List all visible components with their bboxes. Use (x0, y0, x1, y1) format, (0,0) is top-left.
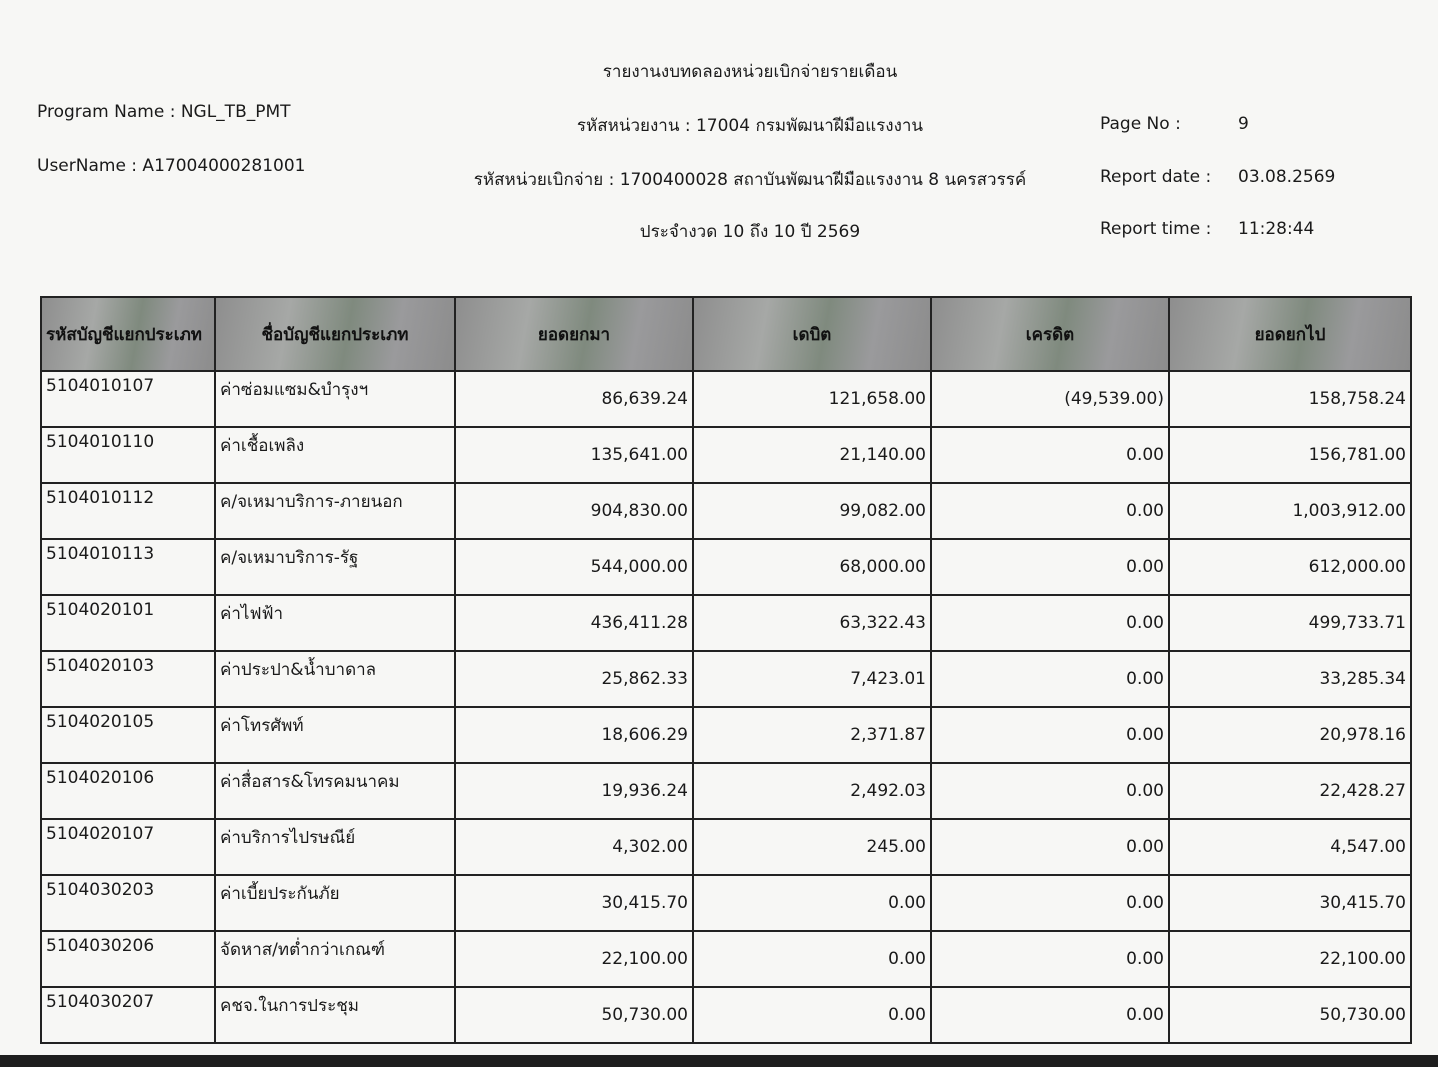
page-no-label: Page No : (1100, 114, 1181, 134)
page-no-value: 9 (1238, 114, 1249, 134)
report-time-label: Report time : (1100, 219, 1212, 239)
account-name: ค่าไฟฟ้า (215, 595, 455, 651)
account-name: ค/จเหมาบริการ-ภายนอก (215, 483, 455, 539)
opening-balance: 50,730.00 (455, 987, 693, 1043)
opening-balance: 135,641.00 (455, 427, 693, 483)
col-header-account-code: รหัสบัญชีแยกประเภท (41, 297, 215, 371)
table-row (41, 427, 1411, 483)
credit: 0.00 (931, 707, 1169, 763)
account-name: ค่าประปา&น้ำบาดาล (215, 651, 455, 707)
account-code: 5104020106 (41, 763, 215, 819)
col-header-account-name: ชื่อบัญชีแยกประเภท (215, 297, 455, 371)
opening-balance: 19,936.24 (455, 763, 693, 819)
account-code: 5104030203 (41, 875, 215, 931)
report-title: รายงานงบทดลองหน่วยเบิกจ่ายรายเดือน (602, 62, 898, 82)
col-header-credit: เครดิต (931, 297, 1169, 371)
program-name: Program Name : NGL_TB_PMT (37, 102, 291, 122)
opening-balance: 904,830.00 (455, 483, 693, 539)
trial-balance-table (40, 296, 1412, 1044)
report-date-value: 03.08.2569 (1238, 167, 1336, 187)
table-row (41, 707, 1411, 763)
disbursement-unit-line: รหัสหน่วยเบิกจ่าย : 1700400028 สถาบันพัฒนาฝีมือแรงงาน 8 นครสวรรค์ (473, 170, 1027, 190)
account-name: จัดหาส/ทต่ำกว่าเกณฑ์ (215, 931, 455, 987)
account-name: คชจ.ในการประชุม (215, 987, 455, 1043)
opening-balance: 18,606.29 (455, 707, 693, 763)
table-row (41, 987, 1411, 1043)
account-name: ค่าสื่อสาร&โทรคมนาคม (215, 763, 455, 819)
debit: 121,658.00 (693, 371, 931, 427)
closing-balance: 156,781.00 (1169, 427, 1411, 483)
account-code: 5104020105 (41, 707, 215, 763)
account-name: ค่าบริการไปรษณีย์ (215, 819, 455, 875)
account-code: 5104020101 (41, 595, 215, 651)
opening-balance: 22,100.00 (455, 931, 693, 987)
account-code: 5104030207 (41, 987, 215, 1043)
opening-balance: 544,000.00 (455, 539, 693, 595)
table-row (41, 819, 1411, 875)
closing-balance: 4,547.00 (1169, 819, 1411, 875)
account-code: 5104010113 (41, 539, 215, 595)
closing-balance: 499,733.71 (1169, 595, 1411, 651)
credit: 0.00 (931, 483, 1169, 539)
period-line: ประจำงวด 10 ถึง 10 ปี 2569 (639, 222, 861, 242)
debit: 2,492.03 (693, 763, 931, 819)
closing-balance: 22,100.00 (1169, 931, 1411, 987)
closing-balance: 33,285.34 (1169, 651, 1411, 707)
account-name: ค่าเชื้อเพลิง (215, 427, 455, 483)
debit: 63,322.43 (693, 595, 931, 651)
table-row (41, 539, 1411, 595)
opening-balance: 25,862.33 (455, 651, 693, 707)
debit: 245.00 (693, 819, 931, 875)
table-row (41, 931, 1411, 987)
credit: 0.00 (931, 931, 1169, 987)
account-code: 5104010107 (41, 371, 215, 427)
table-row (41, 763, 1411, 819)
debit: 0.00 (693, 987, 931, 1043)
debit: 21,140.00 (693, 427, 931, 483)
report-time-value: 11:28:44 (1238, 219, 1315, 239)
opening-balance: 4,302.00 (455, 819, 693, 875)
agency-line: รหัสหน่วยงาน : 17004 กรมพัฒนาฝีมือแรงงาน (576, 116, 924, 136)
col-header-debit: เดบิต (693, 297, 931, 371)
credit: 0.00 (931, 651, 1169, 707)
col-header-opening-balance: ยอดยกมา (455, 297, 693, 371)
credit: 0.00 (931, 427, 1169, 483)
credit: 0.00 (931, 987, 1169, 1043)
table-row (41, 483, 1411, 539)
account-code: 5104010110 (41, 427, 215, 483)
table-row (41, 595, 1411, 651)
col-header-closing-balance: ยอดยกไป (1169, 297, 1411, 371)
closing-balance: 22,428.27 (1169, 763, 1411, 819)
table-row (41, 371, 1411, 427)
credit: 0.00 (931, 539, 1169, 595)
debit: 99,082.00 (693, 483, 931, 539)
closing-balance: 50,730.00 (1169, 987, 1411, 1043)
table-header-row (41, 297, 1411, 371)
account-name: ค่าซ่อมแซม&บำรุงฯ (215, 371, 455, 427)
closing-balance: 158,758.24 (1169, 371, 1411, 427)
credit: 0.00 (931, 875, 1169, 931)
report-date-label: Report date : (1100, 167, 1212, 187)
opening-balance: 86,639.24 (455, 371, 693, 427)
closing-balance: 1,003,912.00 (1169, 483, 1411, 539)
account-name: ค่าเบี้ยประกันภัย (215, 875, 455, 931)
debit: 2,371.87 (693, 707, 931, 763)
credit: 0.00 (931, 763, 1169, 819)
opening-balance: 30,415.70 (455, 875, 693, 931)
account-code: 5104020107 (41, 819, 215, 875)
table-row (41, 651, 1411, 707)
username: UserName : A17004000281001 (37, 156, 306, 176)
credit: 0.00 (931, 595, 1169, 651)
account-code: 5104020103 (41, 651, 215, 707)
account-name: ค่าโทรศัพท์ (215, 707, 455, 763)
closing-balance: 30,415.70 (1169, 875, 1411, 931)
debit: 0.00 (693, 931, 931, 987)
debit: 7,423.01 (693, 651, 931, 707)
scan-bottom-edge (0, 1055, 1438, 1067)
credit: (49,539.00) (931, 371, 1169, 427)
closing-balance: 612,000.00 (1169, 539, 1411, 595)
table-row (41, 875, 1411, 931)
closing-balance: 20,978.16 (1169, 707, 1411, 763)
account-name: ค/จเหมาบริการ-รัฐ (215, 539, 455, 595)
credit: 0.00 (931, 819, 1169, 875)
debit: 0.00 (693, 875, 931, 931)
debit: 68,000.00 (693, 539, 931, 595)
account-code: 5104010112 (41, 483, 215, 539)
opening-balance: 436,411.28 (455, 595, 693, 651)
account-code: 5104030206 (41, 931, 215, 987)
